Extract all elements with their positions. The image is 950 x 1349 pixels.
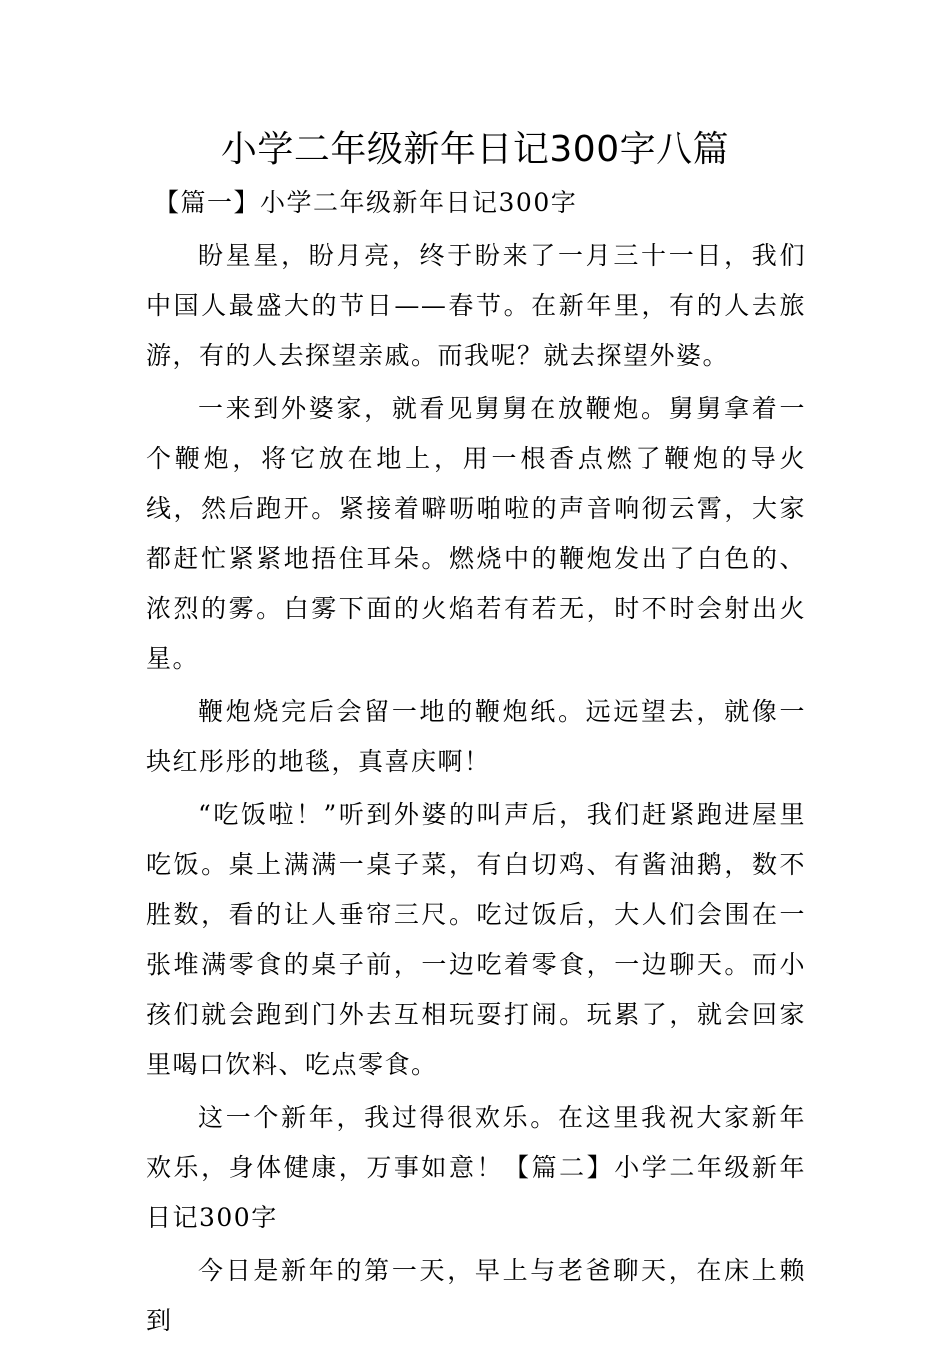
paragraph: “吃饭啦！”听到外婆的叫声后，我们赶紧跑进屋里吃饭。桌上满满一桌子菜，有白切鸡、有酱油鹅，数不胜数，看的让人垂帘三尺。吃过饭后，大人们会围在一张堆满零食的桌子前，一边吃着零食，一边聊天。而小孩们就会跑到门外去互相玩耍打闹。玩累了，就会回家里喝口饮料、吃点零食。 [146,800,806,1079]
paragraph: 一来到外婆家，就看见舅舅在放鞭炮。舅舅拿着一个鞭炮，将它放在地上，用一根香点燃了鞭炮的导火线，然后跑开。紧接着噼呖啪啦的声音响彻云霄，大家都赶忙紧紧地捂住耳朵。燃烧中的鞭炮发出了白色的、浓烈的雾。白雾下面的火焰若有若无，时不时会射出火星。 [146,394,806,673]
paragraph: 这一个新年，我过得很欢乐。在这里我祝大家新年欢乐，身体健康，万事如意！【篇二】小学二年级新年日记300字 [146,1103,806,1232]
document-body [146,178,806,1349]
paragraph: 盼星星，盼月亮，终于盼来了一月三十一日，我们中国人最盛大的节日——春节。在新年里，有的人去旅游，有的人去探望亲戚。而我呢？就去探望外婆。 [146,241,806,370]
paragraph: 鞭炮烧完后会留一地的鞭炮纸。远远望去，就像一块红彤彤的地毯，真喜庆啊！ [146,697,806,776]
document-title: 小学二年级新年日记300字八篇 [220,129,730,170]
paragraph: 今日是新年的第一天，早上与老爸聊天，在床上赖到 [146,1256,806,1335]
section-heading: 【篇一】小学二年级新年日记300字 [154,188,578,217]
